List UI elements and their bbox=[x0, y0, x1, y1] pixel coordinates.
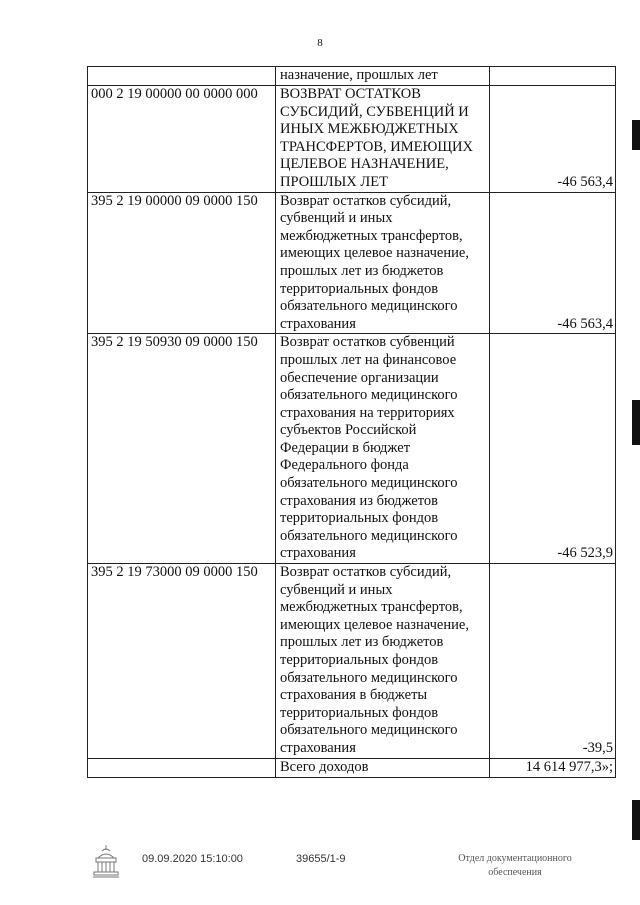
amount-cell: -46 563,4 bbox=[490, 192, 616, 334]
stamp-line: Отдел документационного bbox=[458, 853, 572, 864]
table-row bbox=[88, 192, 616, 334]
duma-emblem-icon bbox=[90, 842, 122, 880]
table-row bbox=[88, 67, 616, 86]
budget-code-cell bbox=[88, 758, 276, 777]
footer-doc-number: 39655/1-9 bbox=[296, 853, 346, 865]
table-row bbox=[88, 334, 616, 564]
revenue-name-cell: ВОЗВРАТ ОСТАТКОВ СУБСИДИЙ, СУБВЕНЦИЙ И ИНЫХ МЕЖБЮДЖЕТНЫХ ТРАНСФЕРТОВ, ИМЕЮЩИХ ЦЕЛЕВОЕ НАЗНАЧЕНИЕ, ПРОШЛЫХ ЛЕТ bbox=[276, 86, 490, 193]
stamp-line: обеспечения bbox=[488, 867, 542, 878]
budget-code-cell: 395 2 19 00000 09 0000 150 bbox=[88, 192, 276, 334]
revenue-name-cell: Возврат остатков субсидий, субвенций и иных межбюджетных трансфертов, имеющих целевое назначение, прошлых лет из бюджетов территориальных фондов обязательного медицинского страхования в бюджеты территориальных фондов обязательного медицинского страхования bbox=[276, 564, 490, 759]
page-number: 8 bbox=[317, 37, 323, 49]
budget-code-cell: 000 2 19 00000 00 0000 000 bbox=[88, 86, 276, 193]
department-stamp bbox=[420, 852, 610, 880]
table-row bbox=[88, 86, 616, 193]
amount-cell: -46 563,4 bbox=[490, 86, 616, 193]
scan-edge-mark bbox=[632, 120, 640, 150]
amount-cell: -39,5 bbox=[490, 564, 616, 759]
scan-edge-mark bbox=[632, 800, 640, 840]
revenue-name-cell: назначение, прошлых лет bbox=[276, 67, 490, 86]
budget-code-cell: 395 2 19 73000 09 0000 150 bbox=[88, 564, 276, 759]
total-amount-cell: 14 614 977,3»; bbox=[490, 758, 616, 777]
revenue-name-cell: Возврат остатков субсидий, субвенций и иных межбюджетных трансфертов, имеющих целевое назначение, прошлых лет из бюджетов территориальных фондов обязательного медицинского страхования bbox=[276, 192, 490, 334]
revenue-table bbox=[87, 66, 616, 778]
table-row bbox=[88, 564, 616, 759]
budget-code-cell bbox=[88, 67, 276, 86]
footer-datetime: 09.09.2020 15:10:00 bbox=[142, 853, 243, 865]
amount-cell: -46 523,9 bbox=[490, 334, 616, 564]
total-label-cell: Всего доходов bbox=[276, 758, 490, 777]
scan-edge-mark bbox=[632, 400, 640, 445]
budget-code-cell: 395 2 19 50930 09 0000 150 bbox=[88, 334, 276, 564]
revenue-name-cell: Возврат остатков субвенций прошлых лет на финансовое обеспечение организации обязательного медицинского страхования на территориях субъектов Российской Федерации в бюджет Федерального фонда обязательного медицинского страхования из бюджетов территориальных фондов обязательного медицинского страхования bbox=[276, 334, 490, 564]
amount-cell bbox=[490, 67, 616, 86]
table-row-total bbox=[88, 758, 616, 777]
